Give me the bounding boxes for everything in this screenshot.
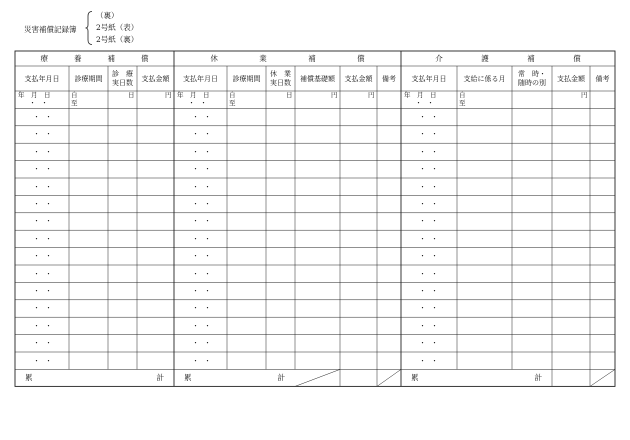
total-label-char: 計 bbox=[277, 373, 285, 383]
first-row-date-label: 年 月 日 bbox=[177, 91, 210, 99]
yen-unit: 円 bbox=[331, 91, 338, 99]
row-date-dots: ・・ bbox=[192, 147, 216, 156]
form-variant-back: （裏） bbox=[96, 11, 119, 20]
row-date-dots: ・・ bbox=[33, 304, 57, 313]
column-header-medical-3: 支払金額 bbox=[141, 74, 170, 83]
row-date-dots: ・・ bbox=[419, 234, 443, 243]
column-header-medical-2: 診 療 実日数 bbox=[112, 70, 133, 87]
period-to-label: 至 bbox=[71, 99, 78, 107]
period-from-label: 自 bbox=[229, 91, 236, 99]
row-date-dots: ・・ bbox=[419, 269, 443, 278]
days-unit: 日 bbox=[128, 91, 135, 99]
first-row-date-dots: ・・ bbox=[415, 98, 439, 107]
section-title-char: 補 bbox=[527, 54, 535, 63]
row-date-dots: ・・ bbox=[33, 234, 57, 243]
row-date-dots: ・・ bbox=[419, 182, 443, 191]
table-frame bbox=[15, 51, 615, 386]
total-label-char: 計 bbox=[156, 373, 164, 383]
row-date-dots: ・・ bbox=[419, 356, 443, 365]
section-title-char: 療 bbox=[40, 54, 48, 63]
section-title-char: 償 bbox=[141, 54, 149, 63]
form-variant-list bbox=[96, 10, 138, 46]
form-variant-2-back: 2号紙（裏） bbox=[96, 35, 139, 44]
column-header-leave-5: 備考 bbox=[382, 74, 396, 83]
row-date-dots: ・・ bbox=[33, 165, 57, 174]
row-date-dots: ・・ bbox=[419, 217, 443, 226]
row-date-dots: ・・ bbox=[33, 182, 57, 191]
row-date-dots: ・・ bbox=[192, 304, 216, 313]
column-header-care-4: 備考 bbox=[595, 74, 610, 83]
row-date-dots: ・・ bbox=[419, 339, 443, 348]
total-slash bbox=[295, 369, 340, 386]
row-date-dots: ・・ bbox=[33, 339, 57, 348]
first-row-date-dots: ・・ bbox=[188, 98, 212, 107]
row-date-dots: ・・ bbox=[33, 130, 57, 139]
period-from-label: 自 bbox=[71, 91, 78, 99]
row-date-dots: ・・ bbox=[33, 112, 57, 121]
row-date-dots: ・・ bbox=[419, 147, 443, 156]
row-date-dots: ・・ bbox=[33, 269, 57, 278]
total-label bbox=[411, 372, 542, 383]
row-date-dots: ・・ bbox=[192, 217, 216, 226]
total-label bbox=[25, 372, 164, 383]
row-date-dots: ・・ bbox=[192, 269, 216, 278]
row-date-dots: ・・ bbox=[419, 304, 443, 313]
section-title-char: 補 bbox=[308, 54, 316, 63]
section-title-char: 護 bbox=[481, 54, 489, 63]
column-header-leave-1: 診療期間 bbox=[232, 74, 261, 83]
row-date-dots: ・・ bbox=[419, 286, 443, 295]
row-date-dots: ・・ bbox=[192, 252, 216, 261]
period-to-label: 至 bbox=[459, 99, 466, 107]
section-title-char: 休 bbox=[210, 54, 218, 63]
first-row-date-dots: ・・ bbox=[29, 98, 53, 107]
column-header-care-3: 支払金額 bbox=[557, 74, 585, 83]
total-label-char: 計 bbox=[534, 373, 542, 383]
row-date-dots: ・・ bbox=[419, 321, 443, 330]
brace-icon bbox=[85, 11, 93, 45]
row-date-dots: ・・ bbox=[419, 130, 443, 139]
row-date-dots: ・・ bbox=[192, 339, 216, 348]
row-date-dots: ・・ bbox=[192, 286, 216, 295]
section-title-care bbox=[435, 53, 581, 64]
total-label bbox=[184, 372, 285, 383]
row-date-dots: ・・ bbox=[192, 130, 216, 139]
total-label-char: 累 bbox=[25, 373, 33, 383]
column-header-medical-0: 支払年月日 bbox=[24, 74, 60, 83]
days-unit: 日 bbox=[286, 91, 293, 99]
register-title: 災害補償記録簿 bbox=[24, 25, 77, 34]
column-header-leave-0: 支払年月日 bbox=[183, 74, 218, 83]
period-to-label: 至 bbox=[229, 99, 236, 107]
yen-unit: 円 bbox=[368, 91, 375, 99]
row-date-dots: ・・ bbox=[192, 321, 216, 330]
yen-unit: 円 bbox=[165, 91, 172, 99]
row-date-dots: ・・ bbox=[192, 182, 216, 191]
row-date-dots: ・・ bbox=[192, 199, 216, 208]
column-header-care-1: 支給に係る月 bbox=[463, 74, 506, 83]
section-title-leave bbox=[210, 53, 364, 64]
yen-unit: 円 bbox=[581, 91, 588, 99]
row-date-dots: ・・ bbox=[192, 356, 216, 365]
row-date-dots: ・・ bbox=[33, 321, 57, 330]
row-date-dots: ・・ bbox=[419, 199, 443, 208]
column-header-leave-3: 補償基礎額 bbox=[300, 74, 335, 83]
row-date-dots: ・・ bbox=[192, 112, 216, 121]
column-header-care-2: 常 時・ 随時の別 bbox=[518, 70, 546, 87]
section-title-char: 償 bbox=[573, 54, 581, 63]
total-label-char: 累 bbox=[184, 373, 192, 383]
row-date-dots: ・・ bbox=[419, 112, 443, 121]
section-title-char: 介 bbox=[435, 54, 443, 63]
total-slash bbox=[590, 369, 615, 386]
section-title-char: 業 bbox=[259, 54, 267, 63]
first-row-date-label: 年 月 日 bbox=[404, 91, 437, 99]
row-date-dots: ・・ bbox=[33, 356, 57, 365]
row-date-dots: ・・ bbox=[419, 252, 443, 261]
row-date-dots: ・・ bbox=[192, 165, 216, 174]
row-date-dots: ・・ bbox=[33, 286, 57, 295]
section-title-medical bbox=[40, 53, 148, 64]
section-title-char: 償 bbox=[357, 54, 365, 63]
column-header-leave-4: 支払金額 bbox=[344, 74, 373, 83]
row-date-dots: ・・ bbox=[192, 234, 216, 243]
column-header-care-0: 支払年月日 bbox=[411, 74, 447, 83]
column-header-medical-1: 診療期間 bbox=[74, 74, 103, 83]
form-variant-2-front: 2号紙（表） bbox=[96, 23, 139, 32]
section-title-char: 補 bbox=[107, 54, 115, 63]
row-date-dots: ・・ bbox=[419, 165, 443, 174]
total-slash bbox=[377, 369, 401, 386]
table-grid bbox=[15, 51, 615, 392]
period-from-label: 自 bbox=[459, 91, 466, 99]
row-date-dots: ・・ bbox=[33, 252, 57, 261]
first-row-date-label: 年 月 日 bbox=[18, 91, 51, 99]
row-date-dots: ・・ bbox=[33, 147, 57, 156]
total-label-char: 累 bbox=[411, 373, 419, 383]
row-date-dots: ・・ bbox=[33, 199, 57, 208]
compensation-record-table bbox=[15, 51, 615, 392]
column-header-leave-2: 休 業 実日数 bbox=[270, 70, 291, 87]
section-title-char: 養 bbox=[73, 54, 82, 63]
row-date-dots: ・・ bbox=[33, 217, 57, 226]
